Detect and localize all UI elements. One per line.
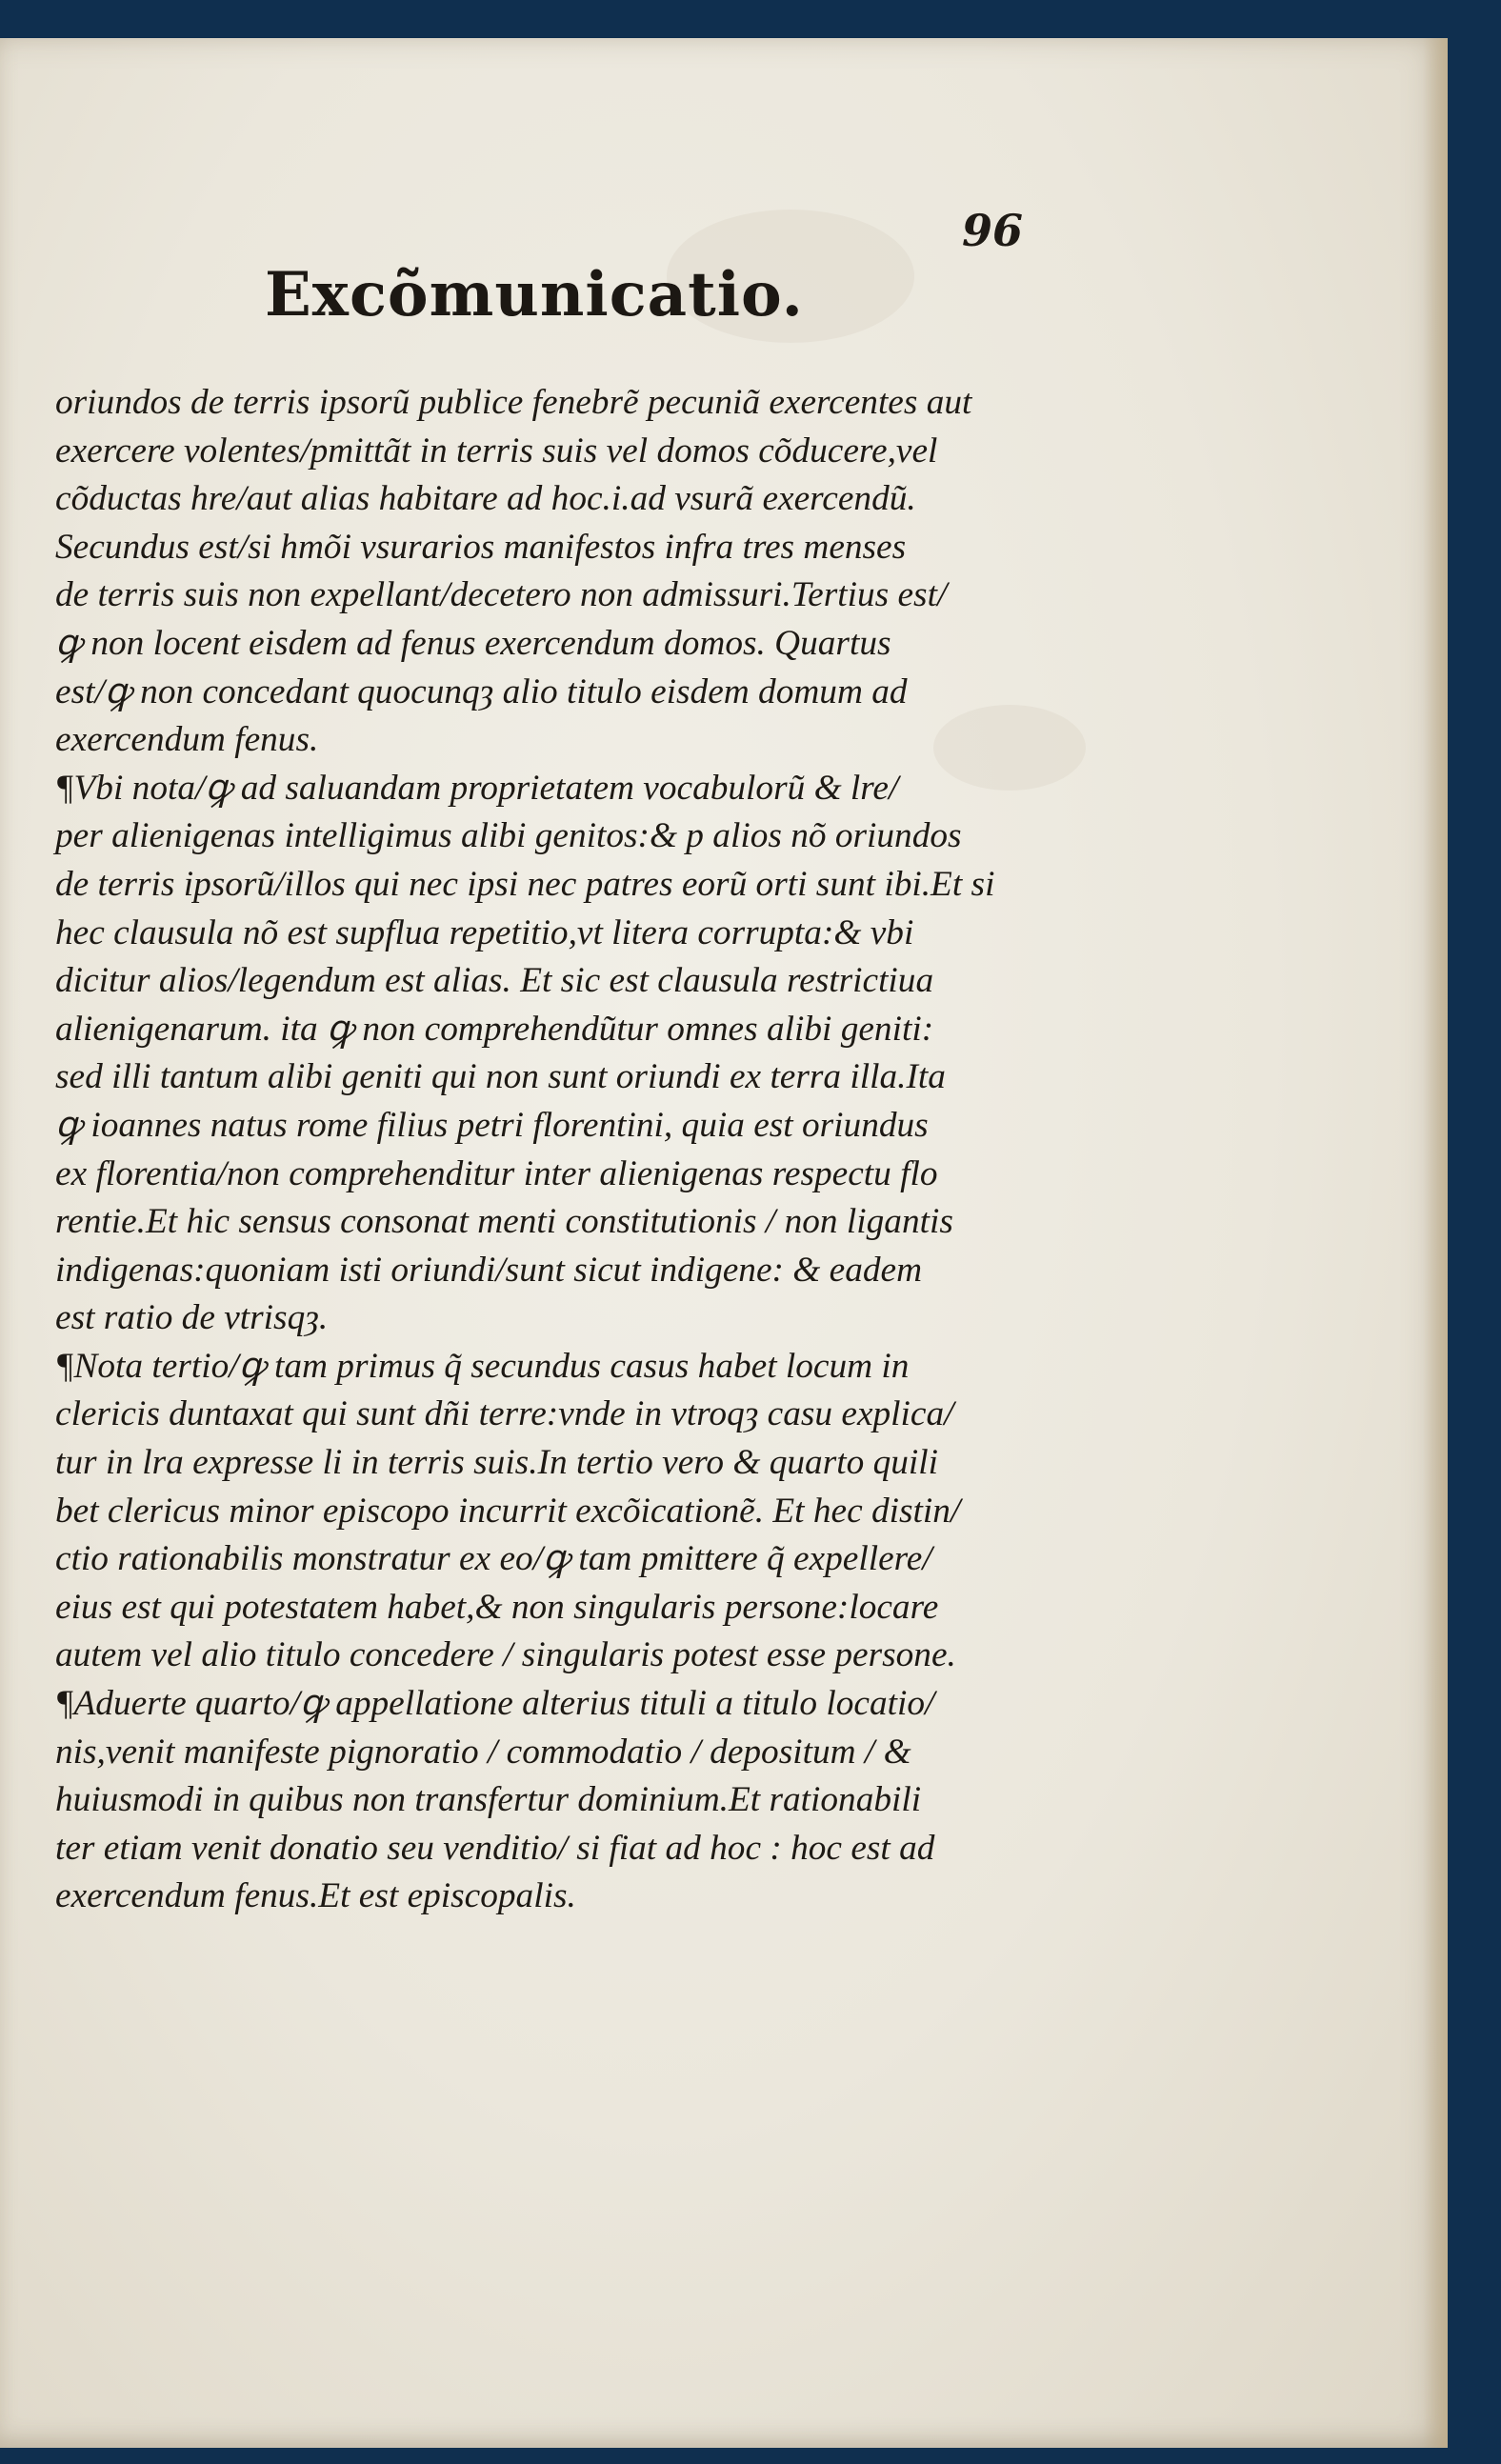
text-line: cõductas hre/aut alias habitare ad hoc.i.ad vsurã exercendũ.: [55, 479, 916, 519]
text-line: eius est qui potestatem habet,& non singularis persone:locare: [55, 1587, 939, 1627]
text-line: tur in lra expresse li in terris suis.In tertio vero & quarto quili: [55, 1443, 939, 1483]
text-line: bet clericus minor episcopo incurrit excõicationẽ. Et hec distin/: [55, 1491, 961, 1531]
text-line: ctio rationabilis monstratur ex eo/ꝙ tam pmittere q̃ expellere/: [55, 1539, 932, 1579]
text-line: dicitur alios/legendum est alias. Et sic est clausula restrictiua: [55, 961, 934, 1001]
text-line: exercere volentes/pmittãt in terris suis vel domos cõducere,vel: [55, 431, 938, 471]
text-line: ex florentia/non comprehenditur inter alienigenas respectu flo: [55, 1153, 938, 1193]
page-edge: [1423, 38, 1448, 2448]
text-line: alienigenarum. ita ꝙ non comprehendũtur omnes alibi geniti:: [55, 1009, 934, 1049]
text-line: nis,venit manifeste pignoratio / commodatio / depositum / &: [55, 1732, 911, 1772]
text-line: sed illi tantum alibi geniti qui non sunt oriundi ex terra illa.Ita: [55, 1057, 946, 1097]
text-line: exercendum fenus.: [55, 720, 319, 760]
text-line: ¶Vbi nota/ꝙ ad saluandam proprietatem vocabulorũ & lre/: [55, 768, 899, 808]
text-line: clericis duntaxat qui sunt dñi terre:vnde in vtroqȝ casu explica/: [55, 1394, 954, 1434]
text-line: Secundus est/si hmõi vsurarios manifestos infra tres menses: [55, 527, 907, 567]
body-text: [55, 379, 1027, 1921]
text-line: ꝙ ioannes natus rome filius petri florentini, quia est oriundus: [55, 1105, 929, 1145]
page-number: 96: [962, 205, 1024, 256]
text-line: indigenas:quoniam isti oriundi/sunt sicut indigene: & eadem: [55, 1250, 923, 1290]
text-line: ¶Aduerte quarto/ꝙ appellatione alterius tituli a titulo locatio/: [55, 1684, 935, 1724]
text-line: ¶Nota tertio/ꝙ tam primus q̃ secundus casus habet locum in: [55, 1346, 910, 1386]
text-line: ter etiam venit donatio seu venditio/ si fiat ad hoc : hoc est ad: [55, 1828, 935, 1868]
running-head: Excõmunicatio.: [265, 259, 804, 331]
text-line: oriundos de terris ipsorũ publice fenebrẽ pecuniã exercentes aut: [55, 383, 972, 422]
book-page: [0, 38, 1448, 2448]
text-line: exercendum fenus.Et est episcopalis.: [55, 1876, 576, 1916]
text-line: ꝙ non locent eisdem ad fenus exercendum domos. Quartus: [55, 623, 891, 663]
text-line: de terris suis non expellant/decetero non admissuri.Tertius est/: [55, 575, 948, 615]
text-line: per alienigenas intelligimus alibi genitos:& p alios nõ oriundos: [55, 816, 962, 856]
text-line: est ratio de vtrisqȝ.: [55, 1298, 329, 1338]
text-line: rentie.Et hic sensus consonat menti constitutionis / non ligantis: [55, 1202, 953, 1242]
text-line: huiusmodi in quibus non transfertur dominium.Et rationabili: [55, 1780, 922, 1820]
text-line: autem vel alio titulo concedere / singularis potest esse persone.: [55, 1635, 956, 1675]
text-line: de terris ipsorũ/illos qui nec ipsi nec patres eorũ orti sunt ibi.Et si: [55, 864, 995, 904]
text-line: est/ꝙ non concedant quocunqȝ alio titulo eisdem domum ad: [55, 671, 908, 711]
text-line: hec clausula nõ est supflua repetitio,vt litera corrupta:& vbi: [55, 912, 914, 952]
